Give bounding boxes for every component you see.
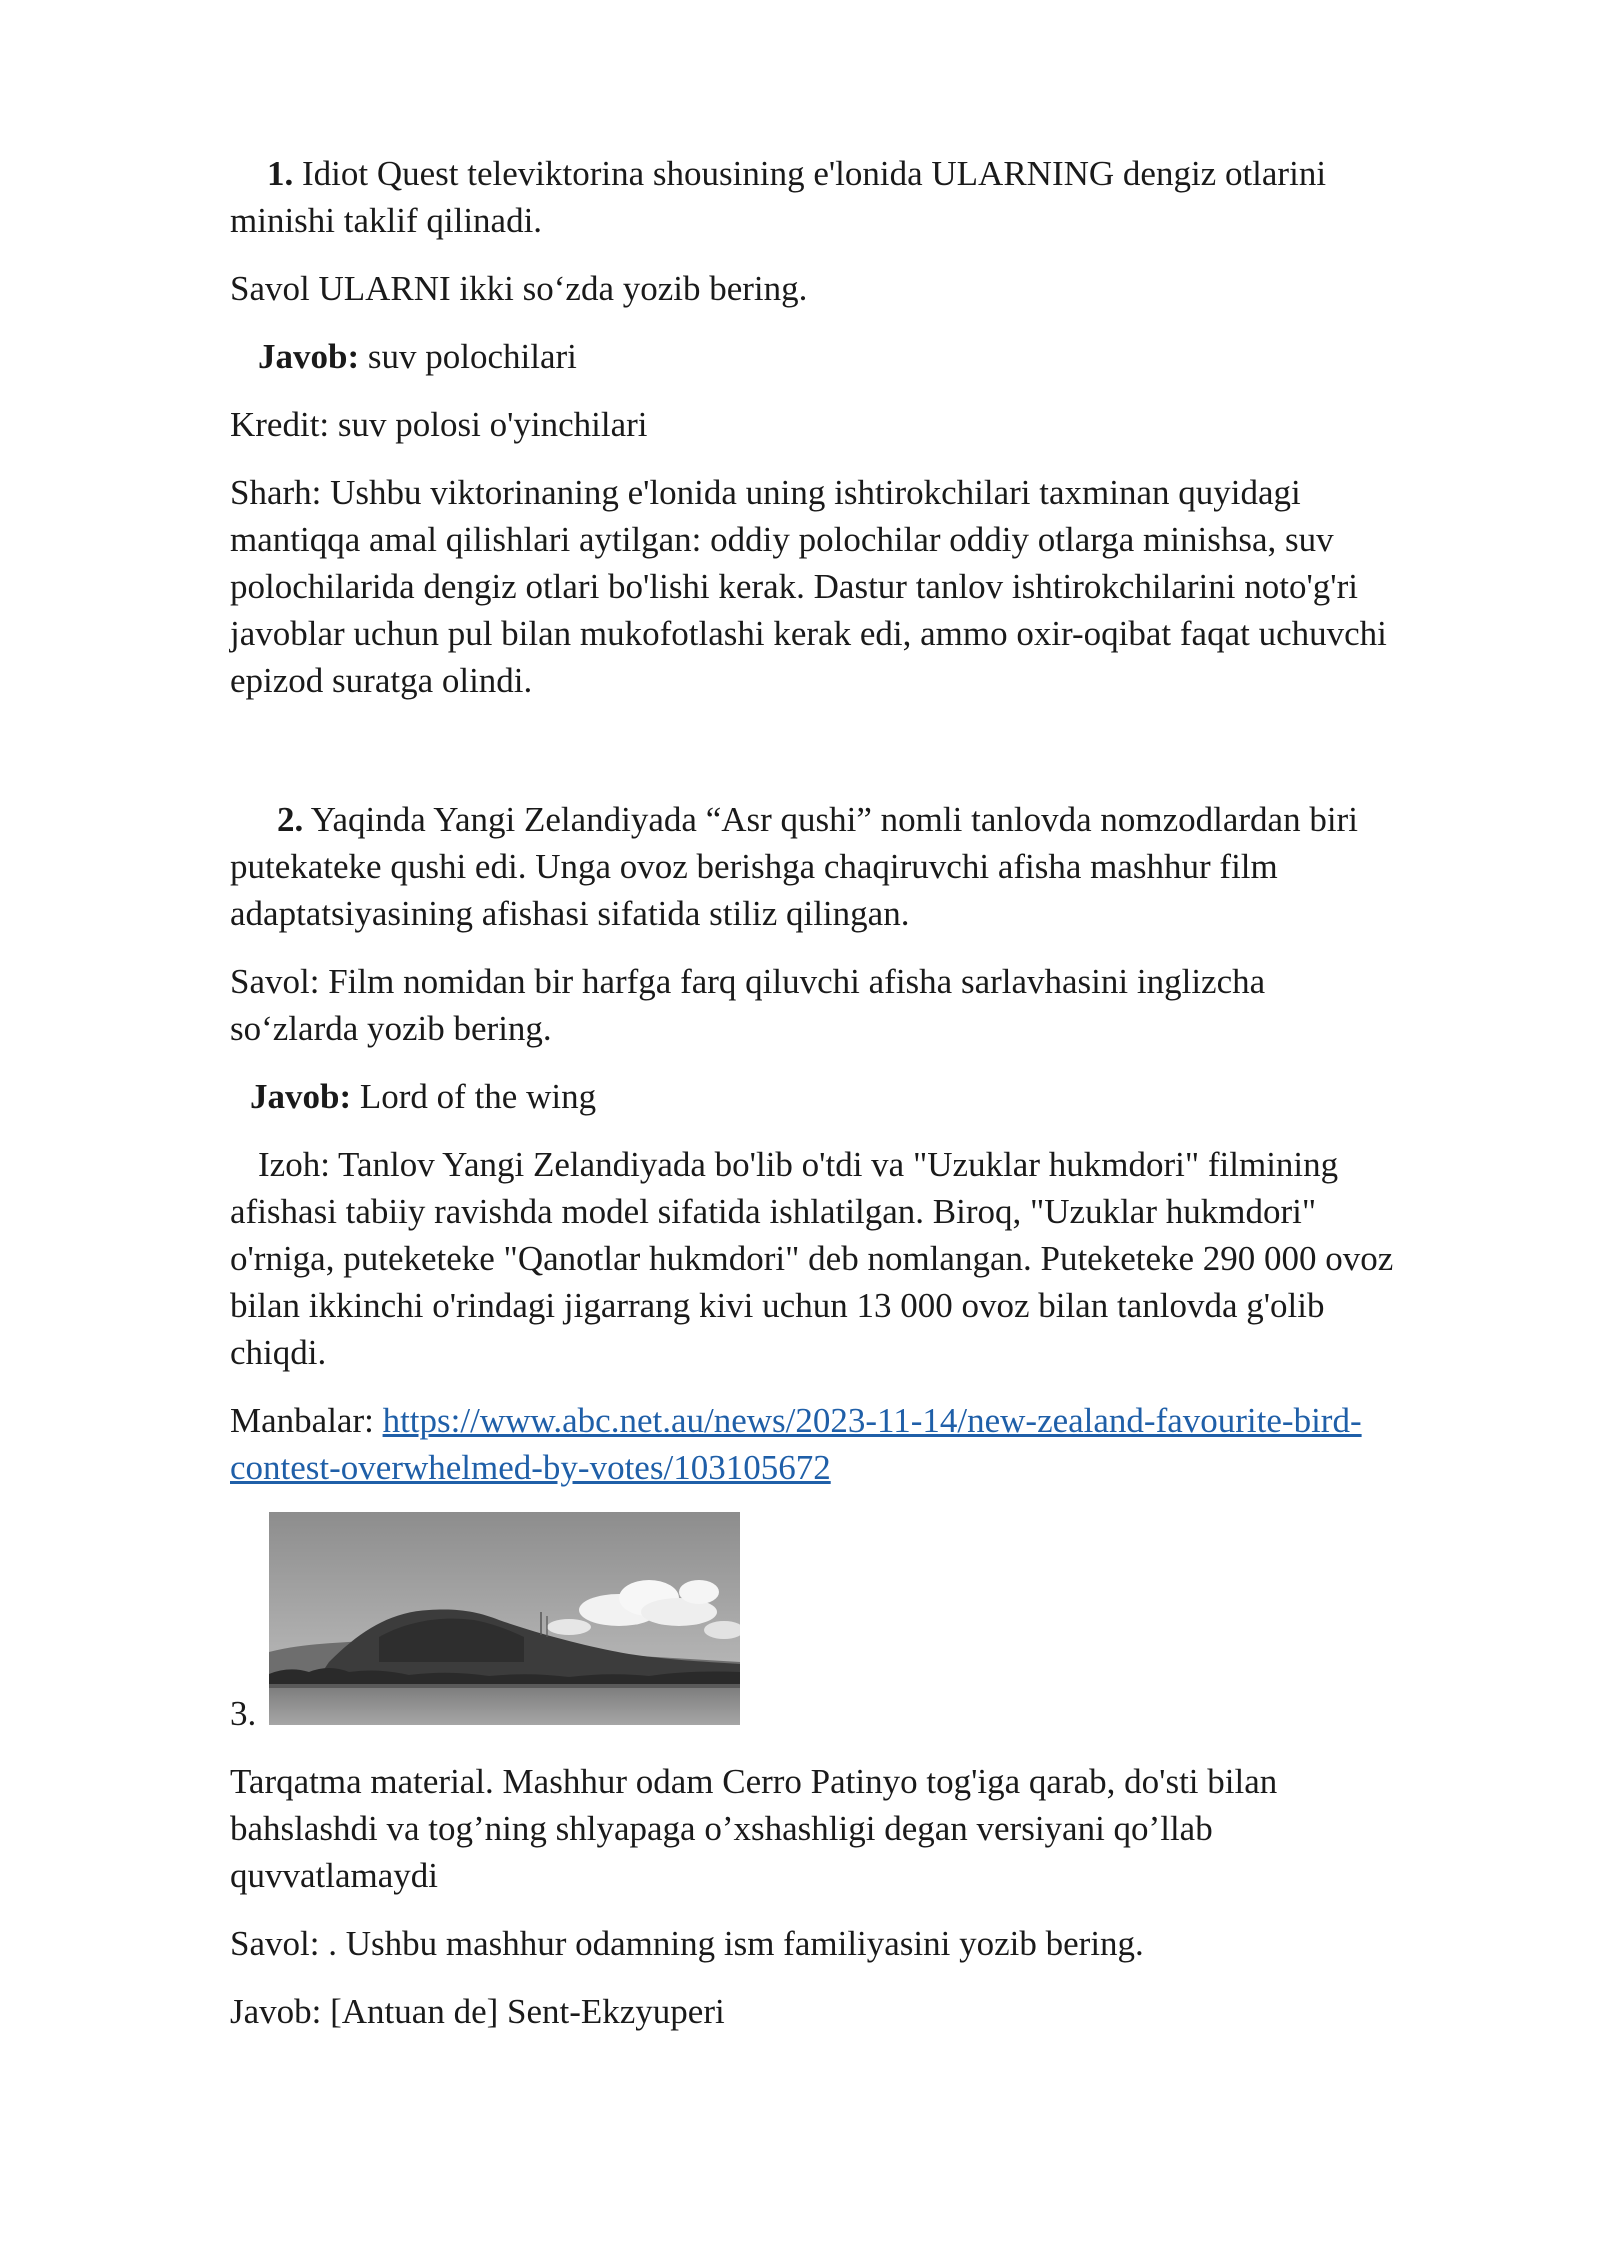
q1-intro-line1: 1. Idiot Quest televiktorina shousining e'lonida ULARNING dengiz otlarini xyxy=(267,154,1327,193)
source-link[interactable]: https://www.abc.net.au/news/2023-11-14/new-zealand-favourite-bird- xyxy=(382,1401,1362,1440)
q2-comment-line: o'rniga, puteketeke "Qanotlar hukmdori" deb nomlangan. Puteketeke 290 000 ovoz xyxy=(230,1239,1394,1278)
q2-sources-line2 xyxy=(230,1444,1530,1491)
q1-comment-line: polochilarida dengiz otlari bo'lishi kerak. Dastur tanlov ishtirokchilarini noto'g'ri xyxy=(230,567,1358,606)
q2-question-line1: Savol: Film nomidan bir harfga farq qiluvchi afisha sarlavhasini inglizcha xyxy=(230,962,1266,1001)
q2-comment-line: bilan ikkinchi o'rindagi jigarrang kivi uchun 13 000 ovoz bilan tanlovda g'olib xyxy=(230,1286,1325,1325)
q2-answer-label: Javob: xyxy=(250,1077,352,1116)
q2-number: 2. xyxy=(277,800,304,839)
q2-sources-line1 xyxy=(230,1397,1530,1444)
q1-intro-line2: minishi taklif qilinadi. xyxy=(230,201,543,240)
q3-handout-line: Tarqatma material. Mashhur odam Cerro Patinyo tog'iga qarab, do'sti bilan xyxy=(230,1762,1278,1801)
q3-handout-line: bahslashdi va tog’ning shlyapaga o’xshashligi degan versiyani qo’llab xyxy=(230,1809,1213,1848)
q2-intro-line2: putekateke qushi edi. Unga ovoz berishga chaqiruvchi afisha mashhur film xyxy=(230,847,1278,886)
q2-answer-text: Lord of the wing xyxy=(351,1077,597,1116)
q2-answer xyxy=(230,1073,1530,1120)
q1-answer xyxy=(230,333,1530,380)
q1-answer-label: Javob: xyxy=(258,337,360,376)
q1-comment-line: epizod suratga olindi. xyxy=(230,661,533,700)
q3-question: Savol: . Ushbu mashhur odamning ism familiyasini yozib bering. xyxy=(230,1924,1144,1963)
q2-comment-line: Izoh: Tanlov Yangi Zelandiyada bo'lib o'tdi va "Uzuklar hukmdori" filmining xyxy=(258,1145,1339,1184)
q2-intro-line1: 2. Yaqinda Yangi Zelandiyada “Asr qushi” nomli tanlovda nomzodlardan biri xyxy=(277,800,1358,839)
q1-comment-line: mantiqqa amal qilishlari aytilgan: oddiy polochilar oddiy otlarga minishsa, suv xyxy=(230,520,1334,559)
q1-number: 1. xyxy=(267,154,294,193)
q3-answer: Javob: [Antuan de] Sent-Ekzyuperi xyxy=(230,1992,725,2031)
q2-intro-line3: adaptatsiyasining afishasi sifatida stiliz qilingan. xyxy=(230,894,910,933)
source-link-continued[interactable]: contest-overwhelmed-by-votes/103105672 xyxy=(230,1448,831,1487)
q2-question-line2: so‘zlarda yozib bering. xyxy=(230,1009,552,1048)
q1-comment-line: Sharh: Ushbu viktorinaning e'lonida uning ishtirokchilari taxminan quyidagi xyxy=(230,473,1301,512)
q1-question: Savol ULARNI ikki so‘zda yozib bering. xyxy=(230,269,808,308)
q2-sources-label: Manbalar: xyxy=(230,1401,383,1440)
q1-answer-text: suv polochilari xyxy=(359,337,577,376)
q3-handout-line: quvvatlamaydi xyxy=(230,1856,439,1895)
q1-credit: Kredit: suv polosi o'yinchilari xyxy=(230,405,648,444)
q1-comment-line: javoblar uchun pul bilan mukofotlashi kerak edi, ammo oxir-oqibat faqat uchuvchi xyxy=(230,614,1387,653)
q2-comment-line: afishasi tabiiy ravishda model sifatida ishlatilgan. Biroq, "Uzuklar hukmdori" xyxy=(230,1192,1317,1231)
q3-number: 3. xyxy=(230,1694,257,1733)
q2-comment-line: chiqdi. xyxy=(230,1333,327,1372)
